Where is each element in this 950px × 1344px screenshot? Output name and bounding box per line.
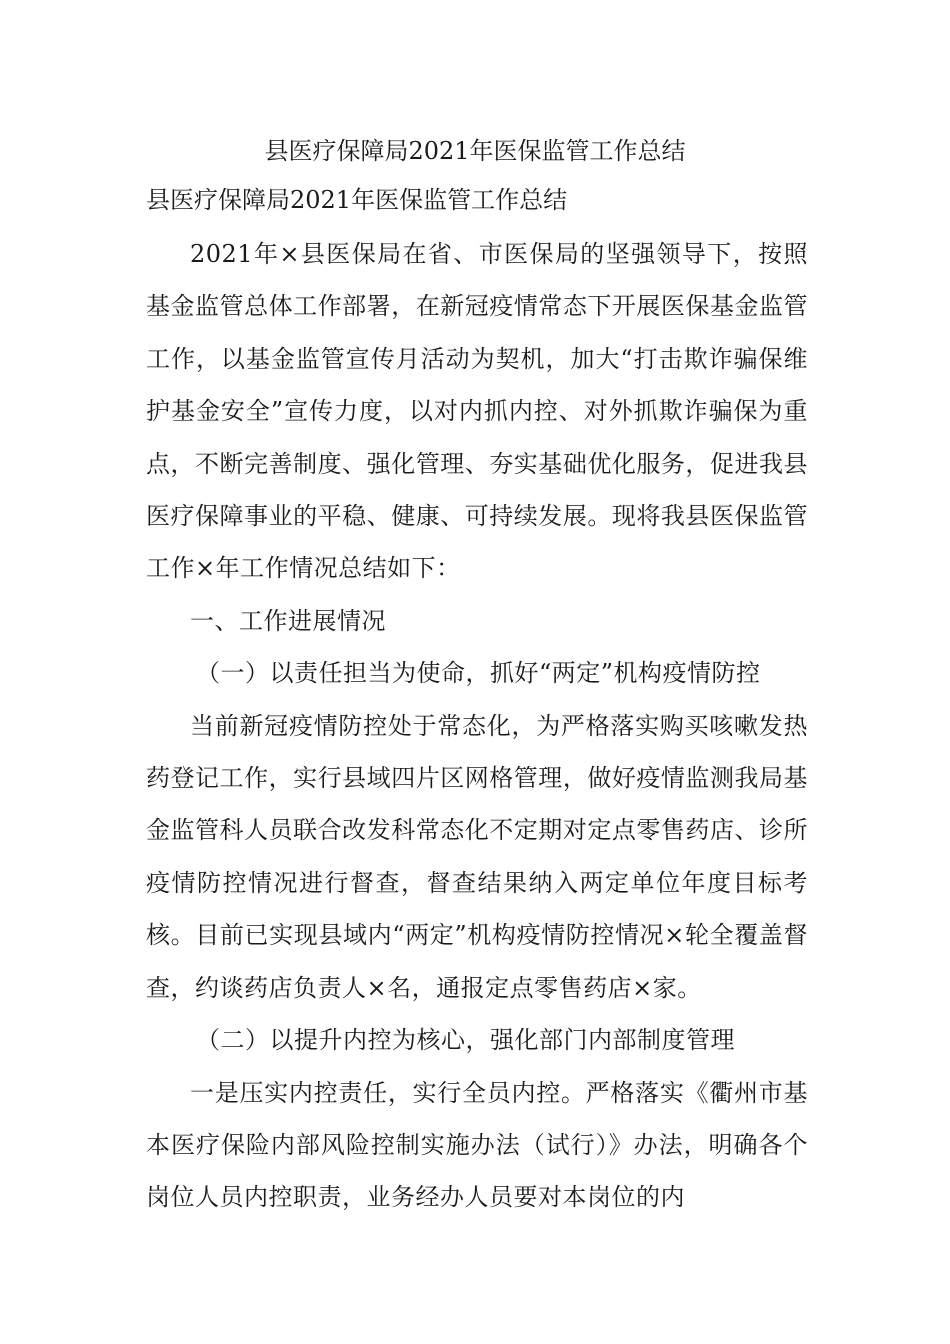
paragraph-intro: 2021年×县医保局在省、市医保局的坚强领导下，按照基金监管总体工作部署，在新冠疫情常态下开展医保基金监管工作，以基金监管宣传月活动为契机，加大“打击欺诈骗保维护基金安全”宣传力度，以对内抓内控、对外抓欺诈骗保为重点，不断完善制度、强化管理、夯实基础优化服务，促进我县医疗保障事业的平稳、健康、可持续发展。现将我县医保监管工作×年工作情况总结如下：: [146, 240, 808, 583]
subsection-heading: （一）以责任担当为使命，抓好“两定”机构疫情防控: [196, 659, 761, 688]
section-heading: 一、工作进展情况: [190, 606, 386, 635]
paragraph: 一是压实内控责任，实行全员内控。严格落实《衢州市基本医疗保险内部风险控制实施办法（试行）》办法，明确各个岗位人员内控职责，业务经办人员要对本岗位的内: [146, 1078, 808, 1212]
document-body: [146, 228, 808, 1224]
subsection-heading: （二）以提升内控为核心，强化部门内部制度管理: [196, 1026, 735, 1055]
document-subtitle: 县医疗保障局2021年医保监管工作总结: [146, 186, 568, 214]
paragraph: 当前新冠疫情防控处于常态化，为严格落实购买咳嗽发热药登记工作，实行县域四片区网格管理，做好疫情监测我局基金监管科人员联合改发科常态化不定期对定点零售药店、诊所疫情防控情况进行督查，督查结果纳入两定单位年度目标考核。目前已实现县域内“两定”机构疫情防控情况×轮全覆盖督查，约谈药店负责人×名，通报定点零售药店×家。: [146, 711, 808, 1002]
document-title: 县医疗保障局2021年医保监管工作总结: [264, 137, 686, 165]
